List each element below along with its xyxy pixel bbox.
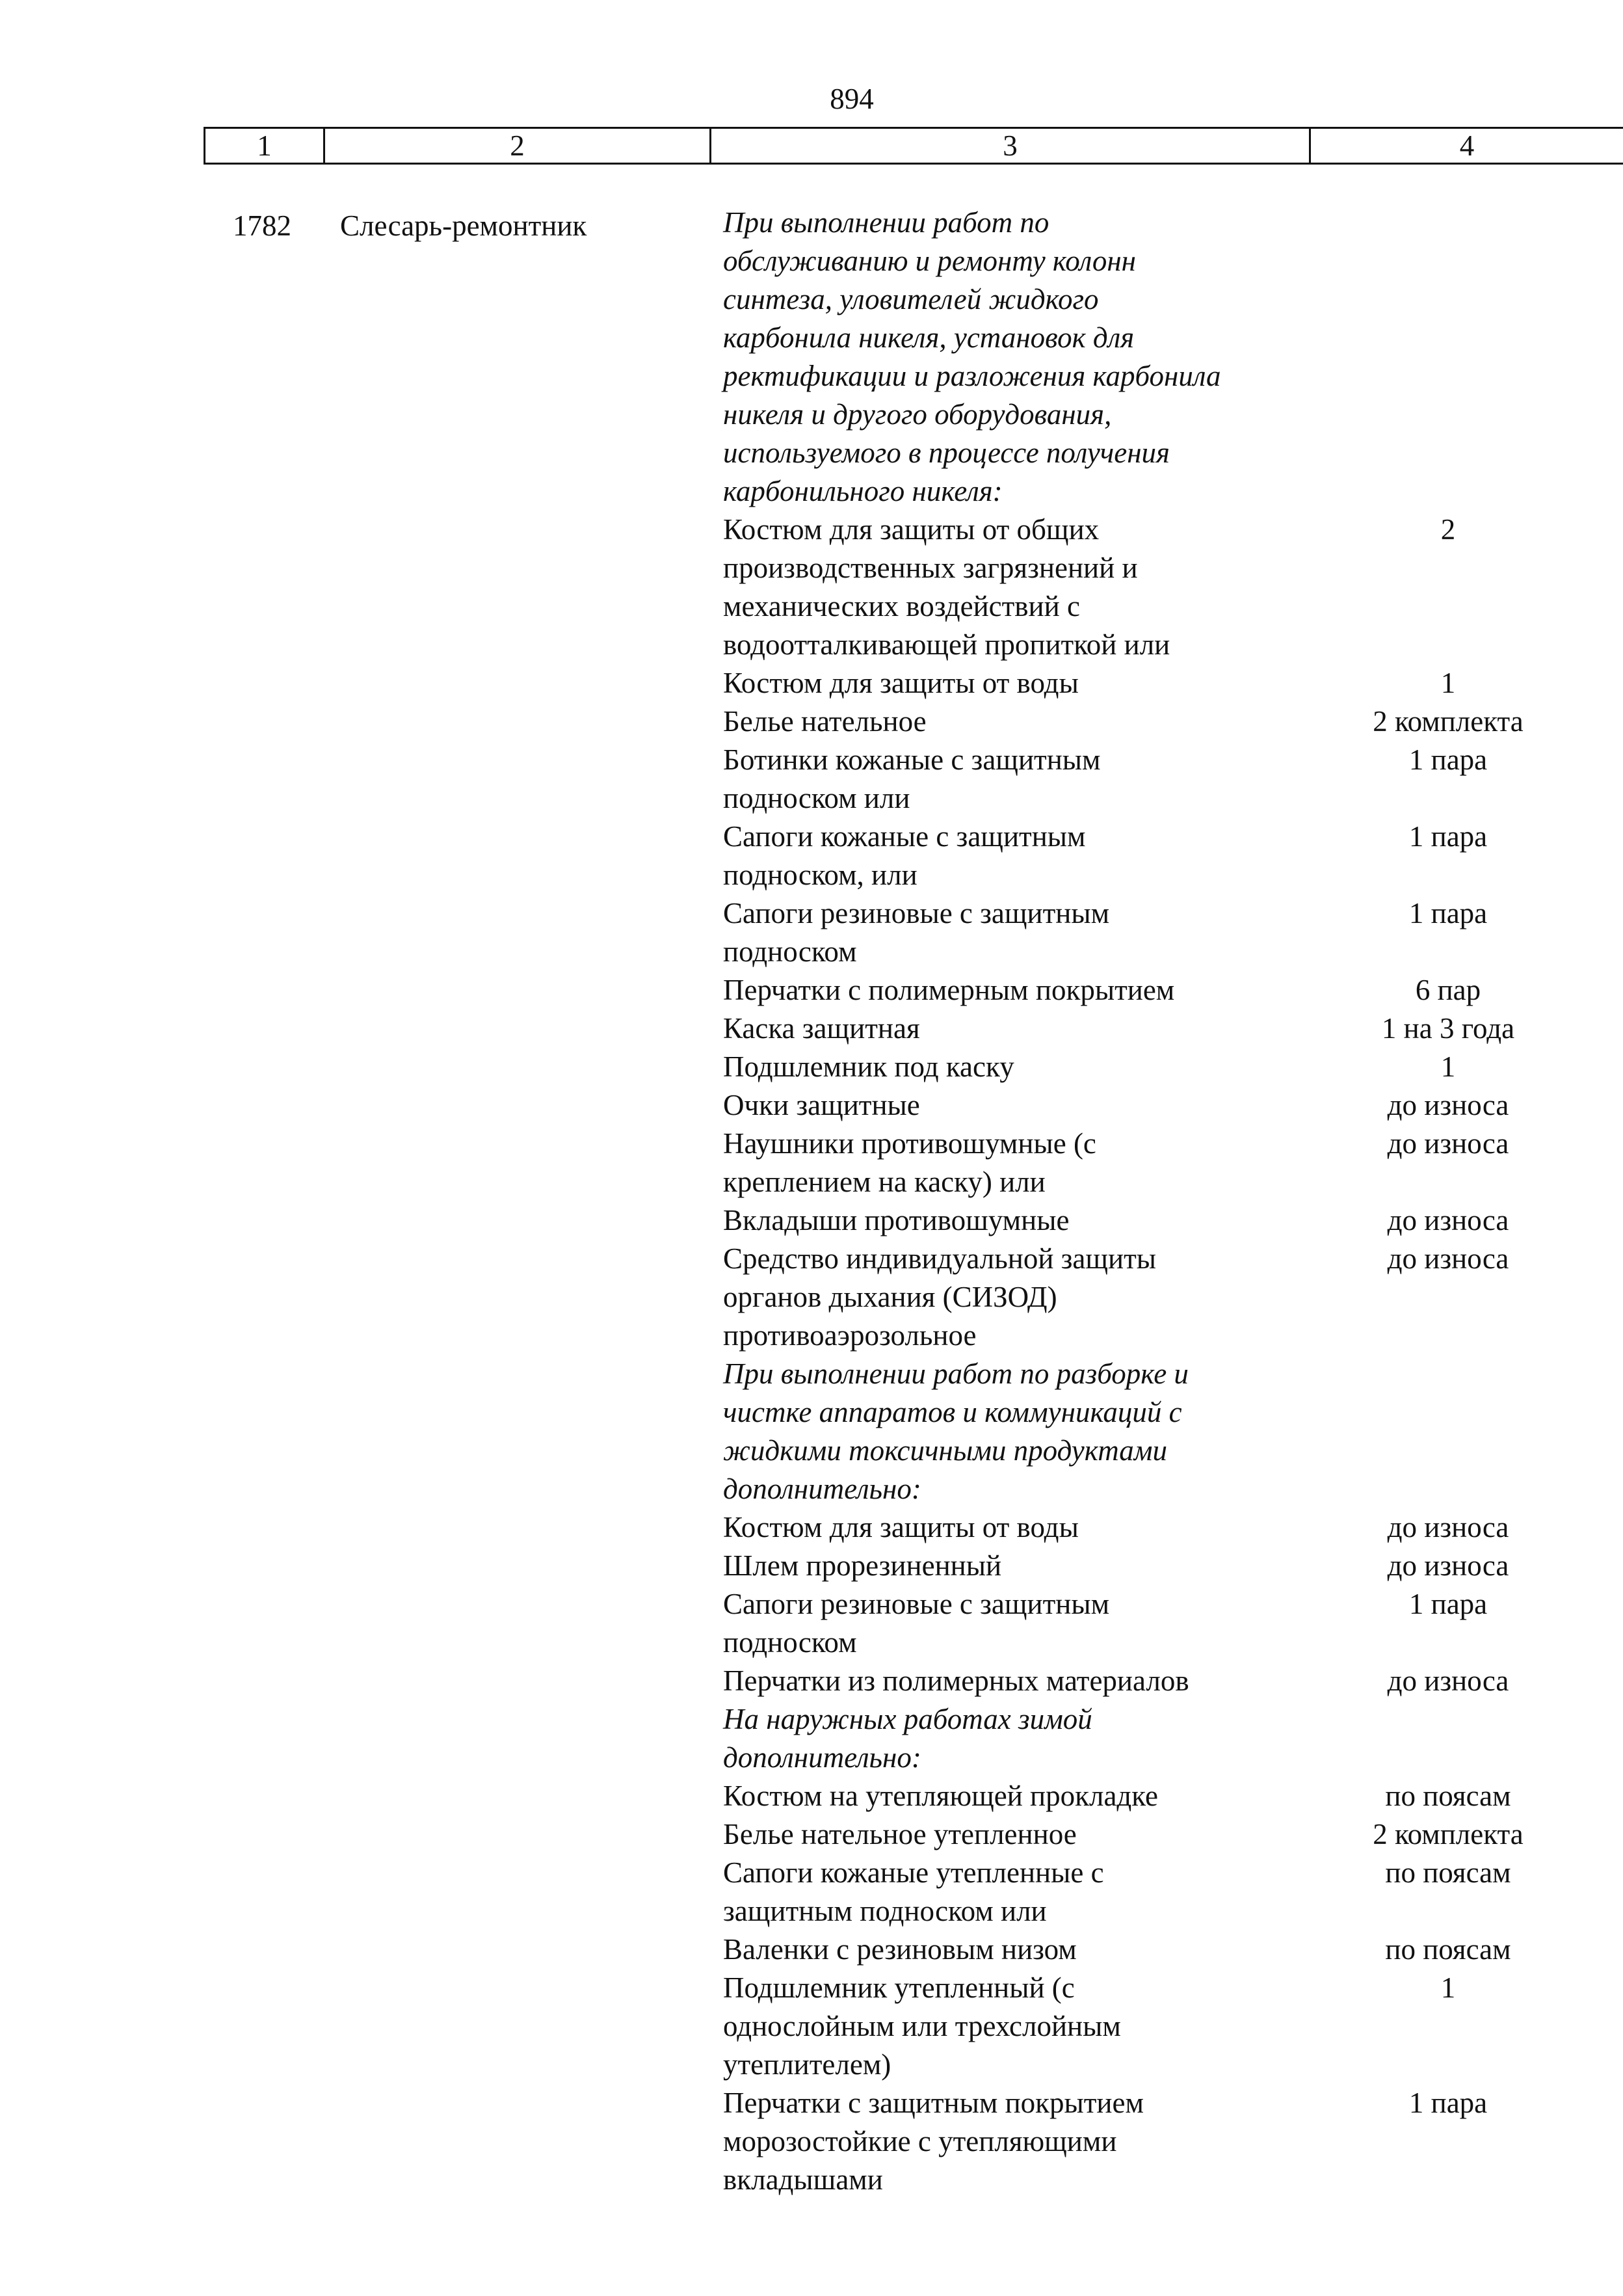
item-norm: до износа [1387, 1511, 1509, 1543]
list-item [723, 1777, 1623, 1815]
item-norm: 2 комплекта [1373, 1818, 1524, 1850]
section-heading: На наружных работах зимой дополнительно: [723, 1703, 1092, 1774]
list-item [723, 1547, 1623, 1585]
item-name: Сапоги кожаные с защитным подноском, или [723, 820, 1086, 891]
item-norm: 1 пара [1408, 1588, 1488, 1620]
list-item [723, 2084, 1623, 2199]
record-number: 1782 [233, 209, 291, 242]
item-norm: 1 пара [1408, 2087, 1488, 2119]
list-item [723, 1201, 1623, 1240]
item-norm: 1 [1440, 1050, 1456, 1083]
profession-name: Слесарь-ремонтник [340, 209, 587, 242]
item-name: Сапоги резиновые с защитным подноском [723, 897, 1110, 968]
list-item [723, 1009, 1623, 1048]
item-name: Подшлемник утепленный (с однослойным или трехслойным утеплителем) [723, 1971, 1121, 2081]
section-heading: При выполнении работ по разборке и чистке аппаратов и коммуникаций с жидкими токсичными продуктами дополнительно: [723, 1357, 1189, 1505]
section-heading: При выполнении работ по обслуживанию и ремонту колонн синтеза, уловителей жидкого карбонила никеля, установок для ректификации и разложения карбонила никеля и другого оборудования, используемого в процессе получения карбонильного никеля: [723, 206, 1221, 507]
list-item [723, 1508, 1623, 1547]
item-norm: до износа [1387, 1242, 1509, 1275]
item-norm: 1 пара [1408, 820, 1488, 853]
item-norm: 6 пар [1415, 974, 1481, 1006]
item-name: Костюм для защиты от воды [723, 667, 1079, 699]
item-norm: до износа [1387, 1127, 1509, 1160]
item-name: Валенки с резиновым низом [723, 1933, 1077, 1966]
item-name: Перчатки с защитным покрытием морозостойкие с утепляющими вкладышами [723, 2087, 1144, 2196]
list-item [723, 1969, 1623, 2084]
list-item [723, 1815, 1623, 1854]
item-name: Подшлемник под каску [723, 1050, 1014, 1083]
list-item [723, 1240, 1623, 1355]
item-norm: до износа [1387, 1549, 1509, 1582]
item-name: Каска защитная [723, 1012, 920, 1045]
list-item [723, 702, 1623, 741]
item-norm: до износа [1387, 1089, 1509, 1121]
page-number: 894 [830, 83, 874, 115]
item-norm: по поясам [1385, 1933, 1511, 1966]
list-item [723, 1048, 1623, 1086]
item-name: Костюм для защиты от общих производственных загрязнений и механических воздействий с водоотталкивающей пропиткой или [723, 513, 1170, 661]
item-name: Очки защитные [723, 1089, 920, 1121]
item-name: Перчатки из полимерных материалов [723, 1664, 1189, 1697]
item-norm: до износа [1387, 1204, 1509, 1236]
item-name: Белье нательное [723, 705, 927, 738]
list-item [723, 1585, 1623, 1662]
header-col-1: 1 [204, 129, 323, 163]
item-name: Перчатки с полимерным покрытием [723, 974, 1175, 1006]
ppe-items-list [723, 204, 1623, 2199]
header-col-2: 2 [323, 129, 709, 163]
item-norm: 2 [1440, 513, 1456, 546]
list-item [723, 971, 1623, 1009]
list-item [723, 741, 1623, 818]
table-header-row [204, 127, 1623, 165]
header-col-3: 3 [709, 129, 1309, 163]
item-name: Костюм для защиты от воды [723, 1511, 1079, 1543]
item-name: Вкладыши противошумные [723, 1204, 1070, 1236]
item-name: Костюм на утепляющей прокладке [723, 1780, 1159, 1812]
item-norm: 1 пара [1408, 897, 1488, 929]
item-norm: по поясам [1385, 1780, 1511, 1812]
list-item [723, 1086, 1623, 1125]
item-norm: 1 на 3 года [1381, 1012, 1515, 1045]
item-norm: по поясам [1385, 1856, 1511, 1889]
item-name: Белье нательное утепленное [723, 1818, 1077, 1850]
item-norm: 1 [1440, 1971, 1456, 2004]
list-item [723, 818, 1623, 894]
item-norm: 1 пара [1408, 743, 1488, 776]
list-item [723, 511, 1623, 664]
list-item [723, 1854, 1623, 1930]
list-item [723, 1930, 1623, 1969]
list-item [723, 1125, 1623, 1201]
item-name: Сапоги кожаные утепленные с защитным подноском или [723, 1856, 1104, 1927]
list-item [723, 894, 1623, 971]
list-item [723, 1662, 1623, 1700]
item-name: Наушники противошумные (с креплением на каску) или [723, 1127, 1096, 1198]
item-name: Шлем прорезиненный [723, 1549, 1002, 1582]
item-name: Ботинки кожаные с защитным подноском или [723, 743, 1101, 814]
item-name: Сапоги резиновые с защитным подноском [723, 1588, 1110, 1659]
item-name: Средство индивидуальной защиты органов дыхания (СИЗОД) противоаэрозольное [723, 1242, 1157, 1352]
item-norm: 2 комплекта [1373, 705, 1524, 738]
item-norm: 1 [1440, 667, 1456, 699]
list-item [723, 664, 1623, 702]
item-norm: до износа [1387, 1664, 1509, 1697]
header-col-4: 4 [1309, 129, 1623, 163]
